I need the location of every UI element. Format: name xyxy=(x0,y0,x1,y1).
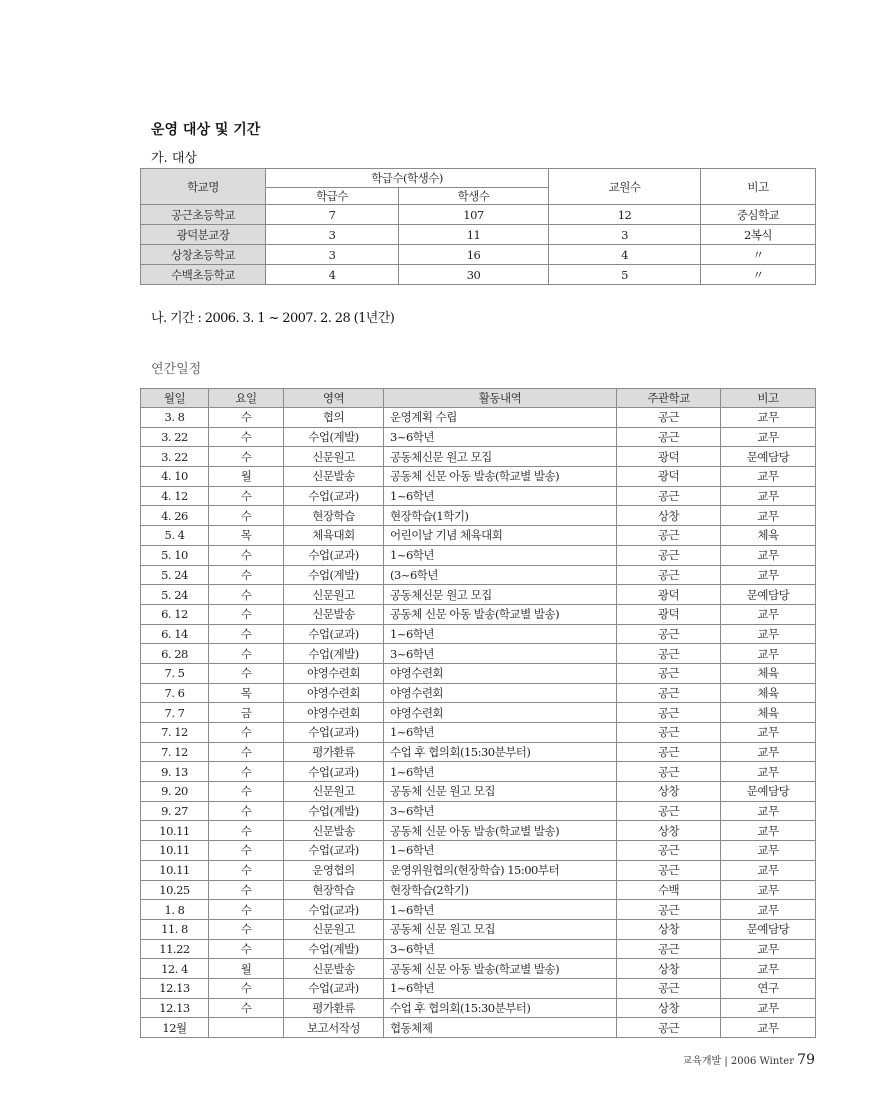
schedule-area: 수업(계발) xyxy=(284,939,384,959)
schedule-note: 체육 xyxy=(721,683,816,703)
schedule-host: 공근 xyxy=(617,545,721,565)
class-count: 4 xyxy=(266,265,399,285)
schedule-note: 교무 xyxy=(721,762,816,782)
school-note: 〃 xyxy=(701,245,816,265)
table-row xyxy=(141,978,816,998)
schedule-host: 공근 xyxy=(617,526,721,546)
schedule-date: 6. 12 xyxy=(141,604,209,624)
schedule-activity: 1~6학년 xyxy=(384,900,617,920)
schedule-activity: 협동체제 xyxy=(384,1018,617,1038)
schedule-activity: 수업 후 협의회(15:30분부터) xyxy=(384,998,617,1018)
schedule-host: 공근 xyxy=(617,723,721,743)
table-row xyxy=(141,486,816,506)
table-row xyxy=(141,998,816,1018)
schedule-area: 신문원고 xyxy=(284,585,384,605)
schedule-day: 수 xyxy=(209,880,284,900)
schedule-host: 상창 xyxy=(617,998,721,1018)
table-row xyxy=(141,447,816,467)
table-row xyxy=(141,860,816,880)
schedule-activity: 3~6학년 xyxy=(384,644,617,664)
schedule-activity: 공동체 신문 아동 발송(학교별 발송) xyxy=(384,604,617,624)
schedule-note: 교무 xyxy=(721,427,816,447)
schedule-host: 공근 xyxy=(617,762,721,782)
schedule-area: 신문발송 xyxy=(284,467,384,487)
schedule-area: 수업(교과) xyxy=(284,545,384,565)
schedule-activity: 공동체신문 원고 모집 xyxy=(384,585,617,605)
schedule-area: 신문발송 xyxy=(284,821,384,841)
schedule-day: 수 xyxy=(209,663,284,683)
schedule-activity: 1~6학년 xyxy=(384,486,617,506)
schedule-host: 공근 xyxy=(617,939,721,959)
table-row xyxy=(141,467,816,487)
table-row xyxy=(141,526,816,546)
schedule-note: 교무 xyxy=(721,880,816,900)
schedule-note: 교무 xyxy=(721,801,816,821)
table-row xyxy=(141,545,816,565)
schedule-note: 교무 xyxy=(721,900,816,920)
schedule-note: 교무 xyxy=(721,1018,816,1038)
table-row xyxy=(141,1018,816,1038)
schedule-date: 4. 10 xyxy=(141,467,209,487)
schedule-note: 교무 xyxy=(721,644,816,664)
schedule-host: 공근 xyxy=(617,683,721,703)
header-class-group: 학급수(학생수) xyxy=(266,169,549,188)
schedule-area: 평가환류 xyxy=(284,742,384,762)
schedule-date: 12.13 xyxy=(141,998,209,1018)
schedule-date: 7. 5 xyxy=(141,663,209,683)
schedule-note: 체육 xyxy=(721,526,816,546)
teacher-count: 5 xyxy=(549,265,701,285)
table-row xyxy=(141,841,816,861)
col-header-date: 월일 xyxy=(141,389,209,408)
schedule-area: 체육대회 xyxy=(284,526,384,546)
schedule-note: 문예담당 xyxy=(721,447,816,467)
schedule-area: 현장학습 xyxy=(284,506,384,526)
school-note: 〃 xyxy=(701,265,816,285)
schedule-host: 공근 xyxy=(617,663,721,683)
table-row xyxy=(141,880,816,900)
schedule-area: 신문발송 xyxy=(284,604,384,624)
schedule-date: 4. 26 xyxy=(141,506,209,526)
schedule-area: 수업(교과) xyxy=(284,762,384,782)
schedule-day: 수 xyxy=(209,919,284,939)
table-row xyxy=(141,723,816,743)
table-row xyxy=(141,900,816,920)
table-row xyxy=(141,506,816,526)
schedule-day: 수 xyxy=(209,821,284,841)
schedule-area: 평가환류 xyxy=(284,998,384,1018)
table-row xyxy=(141,245,816,265)
schedule-host: 상창 xyxy=(617,959,721,979)
schedule-day: 목 xyxy=(209,683,284,703)
schedule-date: 9. 13 xyxy=(141,762,209,782)
schedule-day xyxy=(209,1018,284,1038)
table-row xyxy=(141,565,816,585)
schedule-activity: 운영계획 수립 xyxy=(384,408,617,428)
schedule-title: 연간일정 xyxy=(151,362,202,377)
schedule-date: 7. 12 xyxy=(141,723,209,743)
schedule-day: 수 xyxy=(209,782,284,802)
schedule-date: 12.13 xyxy=(141,978,209,998)
schedule-date: 11.22 xyxy=(141,939,209,959)
schedule-day: 수 xyxy=(209,801,284,821)
header-classes: 학급수 xyxy=(266,188,399,205)
schedule-date: 6. 14 xyxy=(141,624,209,644)
table-row xyxy=(141,585,816,605)
school-name: 공근초등학교 xyxy=(141,205,266,225)
schedule-day: 수 xyxy=(209,841,284,861)
teacher-count: 4 xyxy=(549,245,701,265)
table-row xyxy=(141,742,816,762)
schedule-day: 수 xyxy=(209,565,284,585)
schedule-note: 연구 xyxy=(721,978,816,998)
schedule-area: 야영수련회 xyxy=(284,683,384,703)
schedule-day: 수 xyxy=(209,408,284,428)
schedule-host: 광덕 xyxy=(617,585,721,605)
schedule-activity: 공동체 신문 아동 발송(학교별 발송) xyxy=(384,959,617,979)
schedule-host: 상창 xyxy=(617,919,721,939)
student-count: 30 xyxy=(399,265,549,285)
table-row xyxy=(141,703,816,723)
schedule-area: 현장학습 xyxy=(284,880,384,900)
col-header-activity: 활동내역 xyxy=(384,389,617,408)
schedule-date: 3. 8 xyxy=(141,408,209,428)
schedule-date: 5. 24 xyxy=(141,585,209,605)
schedule-day: 수 xyxy=(209,723,284,743)
table-row xyxy=(141,624,816,644)
table-row xyxy=(141,762,816,782)
table-row xyxy=(141,644,816,664)
schedule-day: 수 xyxy=(209,585,284,605)
schedule-date: 9. 20 xyxy=(141,782,209,802)
schedule-note: 문예담당 xyxy=(721,919,816,939)
header-students: 학생수 xyxy=(399,188,549,205)
schedule-date: 7. 7 xyxy=(141,703,209,723)
schedule-activity: 3~6학년 xyxy=(384,801,617,821)
schedule-date: 12. 4 xyxy=(141,959,209,979)
schedule-activity: 공동체 신문 아동 발송(학교별 발송) xyxy=(384,467,617,487)
school-name: 상창초등학교 xyxy=(141,245,266,265)
schedule-activity: 1~6학년 xyxy=(384,762,617,782)
col-header-host: 주관학교 xyxy=(617,389,721,408)
table-row xyxy=(141,959,816,979)
col-header-area: 영역 xyxy=(284,389,384,408)
schedule-area: 수업(계발) xyxy=(284,565,384,585)
schedule-activity: (3~6학년 xyxy=(384,565,617,585)
student-count: 11 xyxy=(399,225,549,245)
schedule-host: 공근 xyxy=(617,486,721,506)
schedule-area: 수업(교과) xyxy=(284,978,384,998)
schedule-note: 교무 xyxy=(721,408,816,428)
table-row xyxy=(141,408,816,428)
schedule-note: 문예담당 xyxy=(721,782,816,802)
schedule-day: 수 xyxy=(209,427,284,447)
schedule-note: 교무 xyxy=(721,998,816,1018)
schedule-note: 교무 xyxy=(721,565,816,585)
schedule-note: 교무 xyxy=(721,841,816,861)
class-count: 7 xyxy=(266,205,399,225)
schedule-date: 7. 12 xyxy=(141,742,209,762)
schedule-day: 월 xyxy=(209,959,284,979)
schedule-activity: 현장학습(1학기) xyxy=(384,506,617,526)
school-name: 수백초등학교 xyxy=(141,265,266,285)
schedule-table xyxy=(140,388,816,1038)
schedule-day: 수 xyxy=(209,978,284,998)
schedule-host: 공근 xyxy=(617,644,721,664)
schedule-note: 교무 xyxy=(721,486,816,506)
school-note: 중심학교 xyxy=(701,205,816,225)
schedule-host: 공근 xyxy=(617,860,721,880)
period-text: 나. 기간 : 2006. 3. 1 ~ 2007. 2. 28 (1년간) xyxy=(151,311,395,326)
schedule-activity: 야영수련회 xyxy=(384,663,617,683)
schedule-date: 6. 28 xyxy=(141,644,209,664)
schedule-host: 공근 xyxy=(617,900,721,920)
schedule-note: 교무 xyxy=(721,604,816,624)
table-row xyxy=(141,225,816,245)
schedule-note: 교무 xyxy=(721,860,816,880)
col-header-note: 비고 xyxy=(721,389,816,408)
schedule-area: 신문원고 xyxy=(284,919,384,939)
schedule-area: 수업(계발) xyxy=(284,644,384,664)
schedule-host: 상창 xyxy=(617,506,721,526)
schedule-host: 공근 xyxy=(617,565,721,585)
schedule-host: 공근 xyxy=(617,703,721,723)
student-count: 107 xyxy=(399,205,549,225)
schedule-area: 수업(교과) xyxy=(284,900,384,920)
table-row xyxy=(141,821,816,841)
schedule-host: 광덕 xyxy=(617,447,721,467)
schedule-note: 교무 xyxy=(721,959,816,979)
student-count: 16 xyxy=(399,245,549,265)
schedule-date: 5. 4 xyxy=(141,526,209,546)
schedule-note: 문예담당 xyxy=(721,585,816,605)
schedule-day: 수 xyxy=(209,939,284,959)
schedule-area: 신문발송 xyxy=(284,959,384,979)
schedule-date: 3. 22 xyxy=(141,427,209,447)
schedule-activity: 공동체신문 원고 모집 xyxy=(384,447,617,467)
table-row xyxy=(141,919,816,939)
schedule-note: 교무 xyxy=(721,624,816,644)
schedule-activity: 1~6학년 xyxy=(384,545,617,565)
schedule-area: 보고서작성 xyxy=(284,1018,384,1038)
table-row xyxy=(141,683,816,703)
table-row xyxy=(141,427,816,447)
schedule-note: 교무 xyxy=(721,467,816,487)
schedule-date: 10.11 xyxy=(141,821,209,841)
table-row xyxy=(141,205,816,225)
schedule-activity: 어린이날 기념 체육대회 xyxy=(384,526,617,546)
schedule-activity: 3~6학년 xyxy=(384,427,617,447)
schedule-area: 수업(계발) xyxy=(284,427,384,447)
schedule-day: 수 xyxy=(209,762,284,782)
header-teachers: 교원수 xyxy=(549,169,701,205)
col-header-day: 요일 xyxy=(209,389,284,408)
schedule-date: 11. 8 xyxy=(141,919,209,939)
table-row xyxy=(141,265,816,285)
target-table xyxy=(140,168,816,285)
schedule-date: 10.11 xyxy=(141,860,209,880)
schedule-day: 목 xyxy=(209,526,284,546)
table-row xyxy=(141,939,816,959)
table-row xyxy=(141,782,816,802)
schedule-note: 교무 xyxy=(721,506,816,526)
schedule-activity: 공동체 신문 원고 모집 xyxy=(384,919,617,939)
schedule-date: 10.25 xyxy=(141,880,209,900)
schedule-activity: 1~6학년 xyxy=(384,841,617,861)
table-row xyxy=(141,604,816,624)
schedule-date: 10.11 xyxy=(141,841,209,861)
class-count: 3 xyxy=(266,245,399,265)
schedule-day: 수 xyxy=(209,486,284,506)
schedule-area: 운영협의 xyxy=(284,860,384,880)
teacher-count: 12 xyxy=(549,205,701,225)
schedule-date: 1. 8 xyxy=(141,900,209,920)
schedule-area: 신문원고 xyxy=(284,447,384,467)
schedule-day: 수 xyxy=(209,860,284,880)
schedule-day: 수 xyxy=(209,900,284,920)
table-row xyxy=(141,801,816,821)
schedule-host: 공근 xyxy=(617,841,721,861)
schedule-area: 야영수련회 xyxy=(284,663,384,683)
schedule-day: 수 xyxy=(209,447,284,467)
schedule-date: 12월 xyxy=(141,1018,209,1038)
schedule-day: 수 xyxy=(209,742,284,762)
schedule-day: 수 xyxy=(209,998,284,1018)
schedule-area: 수업(교과) xyxy=(284,624,384,644)
schedule-day: 수 xyxy=(209,506,284,526)
schedule-note: 체육 xyxy=(721,663,816,683)
teacher-count: 3 xyxy=(549,225,701,245)
schedule-host: 공근 xyxy=(617,742,721,762)
schedule-host: 상창 xyxy=(617,782,721,802)
school-name: 광덕분교장 xyxy=(141,225,266,245)
schedule-area: 협의 xyxy=(284,408,384,428)
schedule-activity: 현장학습(2학기) xyxy=(384,880,617,900)
schedule-host: 공근 xyxy=(617,624,721,644)
schedule-activity: 3~6학년 xyxy=(384,939,617,959)
publication-name: 교육개발 | 2006 Winter xyxy=(682,1056,794,1067)
schedule-host: 광덕 xyxy=(617,604,721,624)
schedule-note: 체육 xyxy=(721,703,816,723)
target-subtitle: 가. 대상 xyxy=(151,151,197,166)
section-title: 운영 대상 및 기간 xyxy=(151,122,261,138)
schedule-activity: 운영위원협의(현장학습) 15:00부터 xyxy=(384,860,617,880)
schedule-host: 공근 xyxy=(617,1018,721,1038)
schedule-activity: 공동체 신문 원고 모집 xyxy=(384,782,617,802)
header-school: 학교명 xyxy=(141,169,266,205)
schedule-host: 공근 xyxy=(617,427,721,447)
school-note: 2복식 xyxy=(701,225,816,245)
schedule-area: 신문원고 xyxy=(284,782,384,802)
schedule-area: 야영수련회 xyxy=(284,703,384,723)
schedule-activity: 1~6학년 xyxy=(384,978,617,998)
schedule-host: 공근 xyxy=(617,408,721,428)
schedule-date: 3. 22 xyxy=(141,447,209,467)
schedule-date: 4. 12 xyxy=(141,486,209,506)
schedule-day: 수 xyxy=(209,604,284,624)
class-count: 3 xyxy=(266,225,399,245)
schedule-note: 교무 xyxy=(721,939,816,959)
schedule-note: 교무 xyxy=(721,723,816,743)
page-number: 79 xyxy=(797,1052,815,1068)
schedule-activity: 1~6학년 xyxy=(384,723,617,743)
schedule-day: 금 xyxy=(209,703,284,723)
schedule-note: 교무 xyxy=(721,545,816,565)
schedule-activity: 1~6학년 xyxy=(384,624,617,644)
schedule-day: 수 xyxy=(209,624,284,644)
schedule-host: 상창 xyxy=(617,821,721,841)
schedule-activity: 야영수련회 xyxy=(384,683,617,703)
table-row xyxy=(141,663,816,683)
page-footer xyxy=(683,1052,815,1068)
schedule-activity: 야영수련회 xyxy=(384,703,617,723)
schedule-activity: 수업 후 협의회(15:30분부터) xyxy=(384,742,617,762)
schedule-area: 수업(교과) xyxy=(284,486,384,506)
schedule-day: 수 xyxy=(209,545,284,565)
header-note: 비고 xyxy=(701,169,816,205)
schedule-day: 수 xyxy=(209,644,284,664)
schedule-area: 수업(계발) xyxy=(284,801,384,821)
schedule-date: 9. 27 xyxy=(141,801,209,821)
schedule-host: 광덕 xyxy=(617,467,721,487)
schedule-body xyxy=(141,408,816,1038)
schedule-note: 교무 xyxy=(721,821,816,841)
schedule-note: 교무 xyxy=(721,742,816,762)
schedule-date: 5. 24 xyxy=(141,565,209,585)
schedule-date: 7. 6 xyxy=(141,683,209,703)
schedule-host: 수백 xyxy=(617,880,721,900)
schedule-host: 공근 xyxy=(617,978,721,998)
schedule-host: 공근 xyxy=(617,801,721,821)
schedule-area: 수업(교과) xyxy=(284,723,384,743)
schedule-date: 5. 10 xyxy=(141,545,209,565)
schedule-area: 수업(교과) xyxy=(284,841,384,861)
schedule-activity: 공동체 신문 아동 발송(학교별 발송) xyxy=(384,821,617,841)
schedule-day: 월 xyxy=(209,467,284,487)
